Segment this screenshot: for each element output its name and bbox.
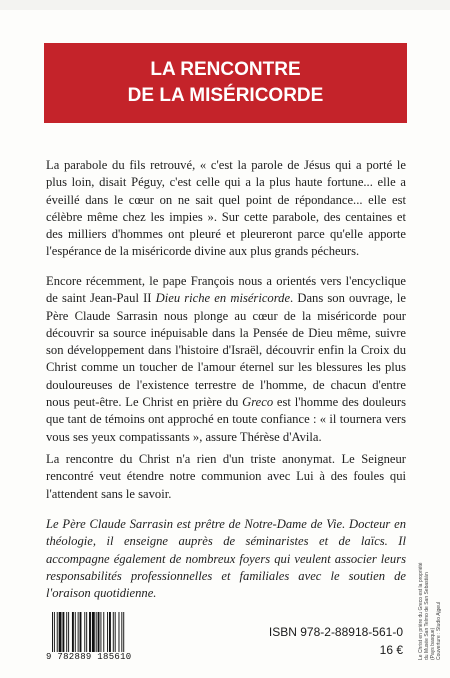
author-bio: Le Père Claude Sarrasin est prêtre de Notre-Dame de Vie. Docteur en théologie, il enseigne auprès de séminaristes et de laïcs. Il accompagne également de nombreux foyers qui veulent associer leurs responsabilités professionnelles et familiales avec le soutien de l'oraison quotidienne. [46, 517, 406, 601]
barcode-bar [80, 612, 82, 652]
title-line-1: LA RENCONTRE [150, 59, 301, 80]
encyclical-title: Dieu riche en miséricorde [155, 291, 291, 306]
barcode-bar [57, 612, 58, 652]
barcode [46, 612, 156, 662]
blurb-paragraph-2-part-1: Encore récemment, le pape François nous a orientés vers l'encyclique de saint Jean-Paul II [46, 274, 406, 306]
price: 16 € [379, 643, 403, 657]
cover-top-edge [0, 0, 450, 10]
barcode-bar [59, 612, 62, 652]
credits-line-2: du Musée San Telmo de San Sebastián (Pays basque) [424, 572, 436, 660]
barcode-bar [89, 612, 91, 652]
title-line-2: DE LA MISÉRICORDE [127, 85, 324, 106]
blurb-paragraph-1: La parabole du fils retrouvé, « c'est la parole de Jésus qui a porté le plus loin, disait Péguy, c'est celle qui a la plus haute fortune... elle a éveillé dans le cœur on ne sait quel point de répondance... elle est célèbre même chez les impies ». Sur cette parabole, des centaines et des milliers d'hommes ont pleuré et pleureront parce qu'elle apporte l'espérance de la miséricorde divine aux plus grands pécheurs. [46, 158, 406, 259]
image-credits [418, 560, 442, 660]
barcode-bars-icon [52, 612, 152, 652]
barcode-bar [109, 612, 111, 652]
barcode-bar [119, 612, 120, 652]
barcode-bar [92, 612, 95, 652]
isbn: ISBN 978-2-88918-561-0 [268, 625, 403, 639]
credits-line-3: Couverture : Studio Ajgeul [436, 601, 442, 660]
barcode-bar [75, 612, 76, 652]
barcode-bar [84, 612, 85, 652]
barcode-bar [121, 612, 122, 652]
barcode-bar [123, 612, 124, 652]
barcode-bar [100, 612, 101, 652]
barcode-bar [107, 612, 108, 652]
barcode-bar [86, 612, 87, 652]
barcode-bar [103, 612, 104, 652]
blurb-paragraph-2 [46, 273, 406, 446]
barcode-digits: 9 782889 185610 [46, 652, 132, 662]
barcode-bar [66, 612, 67, 652]
barcode-bar [113, 612, 114, 652]
painter-name: Greco [242, 395, 274, 410]
blurb-paragraph-2-part-2: . Dans son ouvrage, le Père Claude Sarrasin nous plonge au cœur de la miséricorde pour découvrir sa source inépuisable dans la Pensée de Dieu même, suivre son développement dans l'histoire d'Israël, découvrir enfin la Croix du Christ comme un toucher de l'amour éternel sur les blessures les plus douloureuses de l'existence terrestre de l'homme, de chacun d'entre nous peut-être. Le Christ en prière du [46, 291, 406, 410]
credits-line-1: Le Christ en prière du Greco est la propriété [418, 562, 424, 660]
barcode-bar [54, 612, 55, 652]
blurb-paragraph-2-part-3: est l'homme des douleurs que tant de témoins ont approché en toute confiance : « il tournera vers vous ses yeux compatissants », assure Thérèse d'Avila. [46, 395, 406, 444]
barcode-bar [62, 612, 64, 652]
barcode-bar [96, 612, 97, 652]
title-banner [44, 43, 407, 123]
barcode-bar [72, 612, 74, 652]
barcode-bar [98, 612, 100, 652]
barcode-bar [78, 612, 79, 652]
barcode-bar [52, 612, 53, 652]
barcode-bar [115, 612, 116, 652]
blurb-paragraph-3: La rencontre du Christ n'a rien d'un triste anonymat. Le Seigneur rencontré veut étendre notre communion avec Lui à des foules qui l'attendent sans le savoir. [46, 452, 406, 501]
barcode-bar [68, 612, 69, 652]
